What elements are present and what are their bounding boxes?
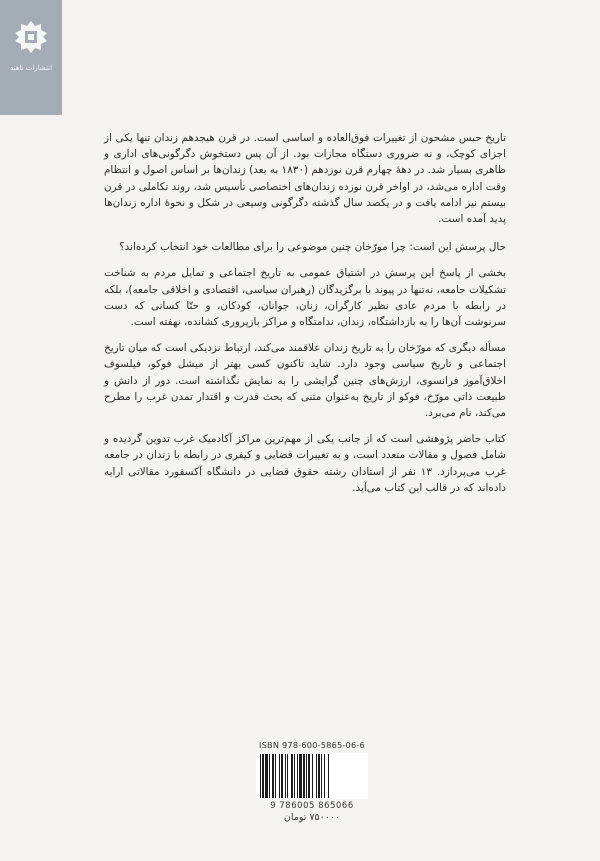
back-cover-text bbox=[104, 130, 506, 506]
price-label: ۷۵۰۰۰۰ تومان bbox=[283, 812, 341, 823]
paragraph-4: مسأله دیگری که مورّخان را به تاریخ زندان علاقمند می‌کند، ارتباط نزدیکی است که میان تاریخ اجتماعی و تاریخ سیاسی وجود دارد. شاید تاکنون کسی بهتر از میشل فوکو، فیلسوف اخلاق‌آموز فرانسوی، ارزش‌های چنین گرایشی را به نمایش نگذاشته است. دور از دانش و طبیعت ذاتی مورّخ، فوکو از تاریخ به‌عنوان متنی که بحث قدرت و اقتدار تمدن غرب را مطرح می‌کند، نام می‌برد. bbox=[104, 342, 506, 420]
publisher-name: انتشارات ناهید bbox=[9, 64, 53, 72]
barcode-image bbox=[256, 753, 368, 799]
publisher-logo bbox=[0, 0, 62, 115]
paragraph-5: کتاب حاضر پژوهشی است که از جانب یکی از مهم‌ترین مراکز آکادمیک غرب تدوین گردیده و شامل فصول و مقالات متعدد است، و به تغییرات قضایی و کیفری در رابطه با زندان در جامعه غرب می‌پردازد. ۱۳ نفر از استادان رشته حقوق قضایی در دانشگاه آکسفورد مقالاتی ارایه داده‌اند که در قالب این کتاب می‌آید. bbox=[104, 433, 506, 494]
paragraph-2: حال پرسش این است: چرا مورّخان چنین موضوعی را برای مطالعات خود انتخاب کرده‌اند؟ bbox=[119, 241, 506, 254]
star-logo-icon bbox=[14, 20, 48, 54]
paragraph-3: بخشی از پاسخ این پرسش در اشتیاق عمومی به تاریخ اجتماعی و تمایل مردم به شناخت تشکیلات جامعه، نه‌تنها در پیوند با برگزیدگان (رهبران سیاسی، اقتصادی و اخلاقی جامعه)، بلکه در رابطه با مردم عادی نظیر کارگران، زنان، جوانان، کودکان، و حتّا کسانی که دست سرنوشت آن‌ها را به بازداشتگاه، زندان، ندامتگاه و مراکز بازپروری کشانده، نهفته است. bbox=[104, 267, 506, 329]
isbn-label: ISBN 978-600-5865-06-6 bbox=[259, 740, 365, 750]
paragraph-1: تاریخ حبس مشحون از تغییرات فوق‌العاده و اساسی است. در قرن هیجدهم زندان تنها یکی از اجزای کوچک، و نه ضروری دستگاه مجازات بود. از آن پس دستخوش دگرگونی‌های اداری و ظاهری بسیار شد. در دههٔ چهارم قرن نوزدهم (۱۸۳۰ به بعد) زندان‌ها بر اساس اصول و انتظام وقت اداره می‌شد، در اواخر قرن نوزده زندان‌های اختصاصی تأسیس شد، روند تکاملی در قرن بیستم نیز ادامه یافت و در یکصد سال گذشته دگرگونی وسیعی در شکل و نحوهٔ اداره زندان‌ها پدید آمده است. bbox=[104, 132, 507, 226]
barcode-block bbox=[256, 740, 368, 823]
barcode-digits: 9 786005 865066 bbox=[270, 800, 354, 810]
